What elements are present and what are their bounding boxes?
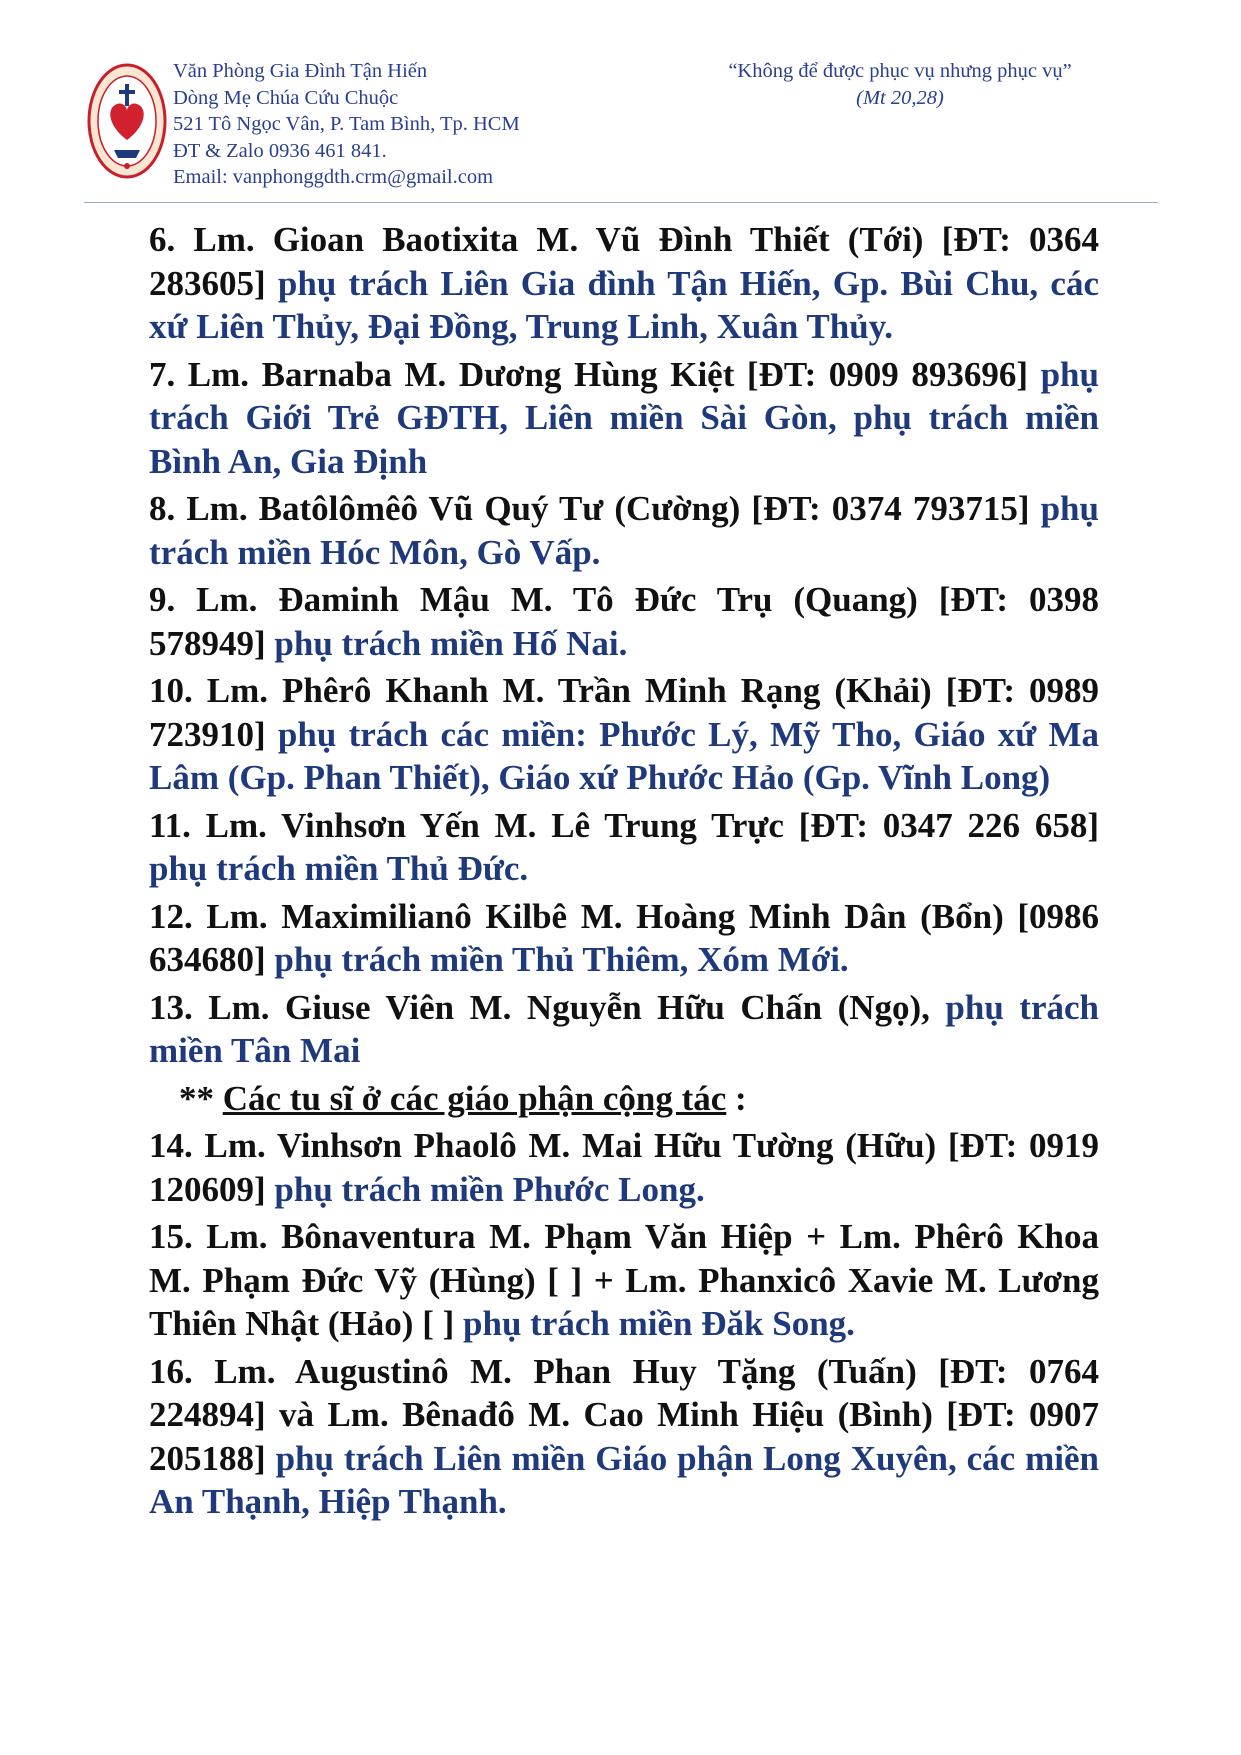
list-item <box>149 487 1099 574</box>
congregation-logo <box>86 62 168 180</box>
priest-name: 12. Lm. Maximilianô Kilbê M. Hoàng Minh Dân (Bổn) [0986 634680] <box>149 896 1099 979</box>
priest-name: 15. Lm. Bônaventura M. Phạm Văn Hiệp + Lm. Phêrô Khoa M. Phạm Đức Vỹ (Hùng) [ ] + Lm. Phanxicô Xavie M. Lương Thiên Nhật (Hảo) [ ] <box>149 1217 1099 1343</box>
list-item <box>149 986 1099 1073</box>
priest-name: 6. Lm. Gioan Baotixita M. Vũ Đình Thiết (Tới) [ĐT: 0364 283605] <box>149 220 1099 303</box>
organization-info <box>173 58 520 191</box>
list-item <box>149 669 1099 800</box>
assignment: phụ trách miền Hố Nai. <box>274 623 628 663</box>
assignment: phụ trách miền Thủ Thiêm, Xóm Mới. <box>274 940 849 979</box>
priest-name: 14. Lm. Vinhsơn Phaolô M. Mai Hữu Tường (Hữu) [ĐT: 0919 120609] <box>149 1126 1099 1209</box>
header-divider <box>84 202 1158 203</box>
heading-prefix: ** <box>179 1078 223 1118</box>
assignment: phụ trách miền Hóc Môn, Gò Vấp. <box>149 489 1099 572</box>
list-item <box>149 353 1099 484</box>
assignment: phụ trách Giới Trẻ GĐTH, Liên miền Sài Gòn, phụ trách miền Bình An, Gia Định <box>149 354 1099 481</box>
document-body <box>149 218 1099 1528</box>
priest-name: 16. Lm. Augustinô M. Phan Huy Tặng (Tuấn) [ĐT: 0764 224894] và Lm. Bênađô M. Cao Minh Hiệu (Bình) [ĐT: 0907 205188] <box>149 1351 1099 1478</box>
org-email: Email: vanphonggdth.crm@gmail.com <box>173 166 494 188</box>
assignment: phụ trách miền Thủ Đức. <box>149 849 529 888</box>
priest-name: 8. Lm. Batôlômêô Vũ Quý Tư (Cường) [ĐT: 0374 793715] <box>149 489 1041 528</box>
motto-text: “Không để được phục vụ nhưng phục vụ” <box>728 60 1072 82</box>
assignment: phụ trách miền Phước Long. <box>274 1169 705 1209</box>
list-item <box>149 1124 1099 1211</box>
assignment: phụ trách miền Đăk Song. <box>463 1304 855 1343</box>
assignment: phụ trách Liên Gia đình Tận Hiến, Gp. Bùi Chu, các xứ Liên Thủy, Đại Đồng, Trung Linh, Xuân Thủy. <box>149 263 1099 346</box>
priest-name: 9. Lm. Đaminh Mậu M. Tô Đức Trụ (Quang) [ĐT: 0398 578949] <box>149 580 1099 663</box>
org-name: Văn Phòng Gia Đình Tận Hiến <box>173 60 428 82</box>
motto <box>700 58 1100 111</box>
letterhead <box>0 0 1241 210</box>
priest-name: 7. Lm. Barnaba M. Dương Hùng Kiệt [ĐT: 0909 893696] <box>149 354 1041 394</box>
list-item <box>149 1350 1099 1524</box>
list-item <box>149 895 1099 982</box>
heading-title: Các tu sĩ ở các giáo phận cộng tác <box>222 1078 727 1118</box>
org-phone: ĐT & Zalo 0936 461 841. <box>173 139 387 162</box>
motto-reference: (Mt 20,28) <box>856 86 944 109</box>
heading-suffix: : <box>726 1078 747 1118</box>
assignment: phụ trách Liên miền Giáo phận Long Xuyên, các miền An Thạnh, Hiệp Thạnh. <box>149 1438 1099 1521</box>
section-heading <box>149 1077 1099 1121</box>
assignment: phụ trách miền Tân Mai <box>149 987 1099 1070</box>
org-congregation: Dòng Mẹ Chúa Cứu Chuộc <box>173 86 399 109</box>
list-item <box>149 218 1099 349</box>
priest-name: 11. Lm. Vinhsơn Yến M. Lê Trung Trực [ĐT: 0347 226 658] <box>149 805 1099 845</box>
priest-name: 10. Lm. Phêrô Khanh M. Trần Minh Rạng (Khải) [ĐT: 0989 723910] <box>149 671 1099 754</box>
assignment: phụ trách các miền: Phước Lý, Mỹ Tho, Giáo xứ Ma Lâm (Gp. Phan Thiết), Giáo xứ Phước Hảo (Gp. Vĩnh Long) <box>149 714 1100 797</box>
org-address: 521 Tô Ngọc Vân, P. Tam Bình, Tp. HCM <box>173 113 520 135</box>
list-item <box>149 1215 1099 1346</box>
list-item <box>149 578 1099 665</box>
priest-name: 13. Lm. Giuse Viên M. Nguyễn Hữu Chấn (Ngọ), <box>149 987 946 1027</box>
list-item <box>149 804 1099 891</box>
